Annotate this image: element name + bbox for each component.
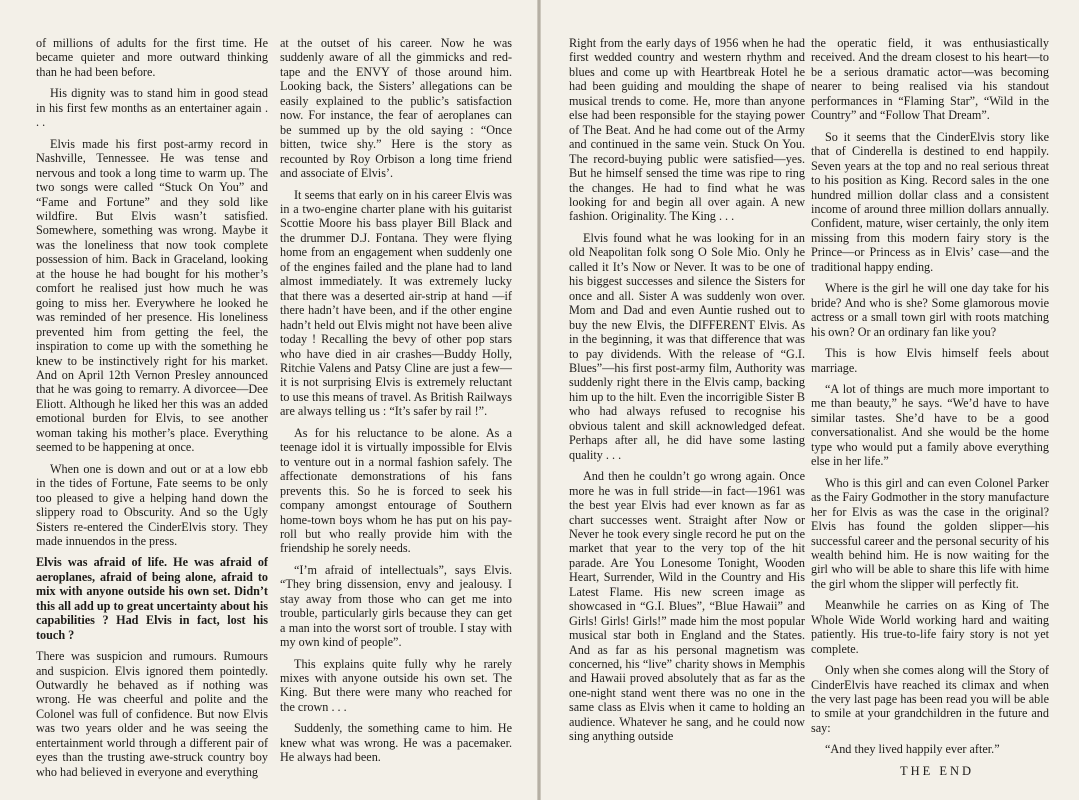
paragraph: His dignity was to stand him in good stead in his first few months as an entertainer again . . . <box>36 86 268 130</box>
paragraph: This is how Elvis himself feels about marriage. <box>811 346 1049 375</box>
the-end-label: THE END <box>899 763 975 778</box>
left-page-column-2 <box>280 36 512 772</box>
paragraph: As for his reluctance to be alone. As a teenage idol it is virtually impossible for Elvis to venture out in a normal fashion safely. The affectionate demonstrations of his fans prevents this. So he is forced to seek his company amongst entourage of Southern home-town boys whom he has put on his pay-roll but who really provide him with the friendship he sorely needs. <box>280 425 512 556</box>
paragraph: “I’m afraid of intellectuals”, says Elvis. “They bring dissension, envy and jealousy. I stay away from those who can get me into trouble, particularly girls because they can get a man into the worst sort of trouble. I stay with my own kind of people”. <box>280 562 512 650</box>
paragraph: Who is this girl and can even Colonel Parker as the Fairy Godmother in the story manufacture her for Elvis as was the case in the original? Elvis has found the golden slipper—his successful career and the personal security of his wealth behind him. He is now waiting for the girl who will be able to share this life with hime the girl whom the slipper will perfectly fit. <box>811 475 1049 591</box>
paragraph: Suddenly, the something came to him. He knew what was wrong. He was a pacemaker. He always had been. <box>280 721 512 765</box>
left-page <box>0 0 537 800</box>
right-page-column-2 <box>811 36 1049 785</box>
bold-paragraph: Elvis was afraid of life. He was afraid of aeroplanes, afraid of being alone, afraid to mix with anyone outside his own set. Didn’t this all add up to great uncertainty about his capabilities ? Had Elvis in fact, lost his touch ? <box>36 555 268 642</box>
paragraph: Elvis found what he was looking for in an old Neapolitan folk song O Sole Mio. Only he called it It’s Now or Never. It was to be one of his biggest successes and silence the Sisters for once and all. Sister A was suddenly won over. Mom and Dad and even Auntie rushed out to buy the new Elvis, the DIFFERENT Elvis. As in the beginning, it was that difference that was to pay dividends. With the release of “G.I. Blues”—his first post-army film, Authority was suddenly right there in the Elvis camp, backing him up to the hilt. Even the incorrigible Sister B who had always refused to recognise his obvious talent and skill acknowledged defeat. Perhaps after all, he did have some lasting quality . . . <box>569 230 805 462</box>
paragraph: It seems that early on in his career Elvis was in a two-engine charter plane with his guitarist Scottie Moore his bass player Bill Black and the drummer D.J. Fontana. They were flying home from an engagement when suddenly one of the engines failed and the plane had to land almost immediately. It was extremely lucky that there was a deserted air-strip at hand —if there hadn’t have been, and if the other engine hadn’t held out Elvis might not have been alive today ! Recalling the bevy of other pop stars who have died in air crashes—Buddy Holly, Ritchie Valens and Patsy Cline are just a few—it is not surprising Elvis is extremely reluctant to use this means of travel. As British Railways are always telling us : “It’s safer by rail !”. <box>280 187 512 419</box>
paragraph: When one is down and out or at a low ebb in the tides of Fortune, Fate seems to be only too pleased to give a helping hand down the slippery road to Obscurity. And so the Ugly Sisters re-entered the CinderElvis story. They made innuendos in the press. <box>36 461 268 548</box>
paragraph: Elvis made his first post-army record in Nashville, Tennessee. He was tense and nervous and took a long time to warm up. The two songs were called “Stuck On You” and “Fame and Fortune” and they sold like wildfire. But Elvis wasn’t satisfied. Somewhere, something was wrong. Maybe it was the loneliness that now took complete possession of him. Back in Graceland, looking at the house he had bought for his mother’s comfort he realised just how much he was going to miss her. Everywhere he looked he was reminded of her presence. His loneliness prevented him from getting the feel, the inspiration to come up with the something he knew to be instinctively right for his market. And on April 12th Vernon Presley announced that he was going to remarry. A divorcee—Dee Eliott. Although he liked her this was an added emotional burden for Elvis, to see another woman taking his mother’s place. Everything seemed to be happening at once. <box>36 136 268 455</box>
paragraph: This explains quite fully why he rarely mixes with anyone outside his own set. The King. But there were many who reached for the crown . . . <box>280 656 512 714</box>
right-page <box>541 0 1079 800</box>
paragraph: And then he couldn’t go wrong again. Once more he was in full stride—in fact—1961 was the best year Elvis had ever known as far as chart successes went. Straight after Now or Never he took every single record he put on the market that year to the very top of the hit parade. Are You Lonesome Tonight, Wooden Heart, Surrender, Wild in the Country and His Latest Flame. His new screen image as showcased in “G.I. Blues”, “Blue Hawaii” and Girls! Girls! Girls!” made him the most popular musical star both in England and the States. And as far as his personal magnetism was concerned, his “live” charity shows in Memphis and Hawaii proved absolutely that as far as the one-night stand went there was no one in the same class as Elvis when it came to holding an audience. Whatever he sang, and he could now sing anything outside <box>569 469 805 744</box>
paragraph: Meanwhile he carries on as King of The Whole Wide World working hard and waiting patiently. His true-to-life fairy story is not yet complete. <box>811 598 1049 656</box>
paragraph: Right from the early days of 1956 when he had first wedded country and western rhythm and blues and come up with Heartbreak Hotel he had been guiding and moulding the shape of musical trends to come. He, more than anyone else had been responsible for the staying power of The Beat. And he had come out of the Army and continued in the same vein. Stuck On You. The record-buying public were satisfied—yes. But he himself sensed the time was ripe to ring the changes. He had to find what he was looking for and begin all over again. A new fashion. Originality. The King . . . <box>569 36 805 224</box>
paragraph: There was suspicion and rumours. Rumours and suspicion. Elvis ignored them pointedly. Outwardly he behaved as if nothing was wrong. He was cheerful and polite and the Colonel was full of confidence. But now Elvis was two years older and he was seeing the entertainment world through a different pair of eyes than the trusting awe-struck country boy who had believed in everyone and everything <box>36 649 268 779</box>
paragraph: the operatic field, it was enthusiastically received. And the dream closest to his heart—to be a serious dramatic actor—was becoming nearer to being realised via his standout performances in “Flaming Star”, “Wild in the Country” and “Follow That Dream”. <box>811 36 1049 123</box>
paragraph: Where is the girl he will one day take for his bride? And who is she? Some glamorous movie actress or a small town girl with roots matching his own? Or an ordinary fan like you? <box>811 281 1049 339</box>
paragraph: So it seems that the CinderElvis story like that of Cinderella is destined to end happily. Seven years at the top and no real serious threat to his position as King. Record sales in the one hundred million dollar class and a consistent income of around three million dollars annually. Confident, mature, wiser certainly, the only item missing from this modern fairy story is the Prince—or Princess as in Elvis’ case—and the traditional happy ending. <box>811 129 1049 274</box>
paragraph: “A lot of things are much more important to me than beauty,” he says. “We’d have to have similar tastes. She’d have to be a good conversationalist. And she would be the home type who would put a family above everything else in her life.” <box>811 381 1049 469</box>
left-page-column-1 <box>36 36 268 786</box>
paragraph: of millions of adults for the first time. He became quieter and more outward thinking than he had been before. <box>36 36 268 79</box>
paragraph: at the outset of his career. Now he was suddenly aware of all the gimmicks and red-tape and the ENVY of those around him. Looking back, the Sisters’ allegations can be easily explained to the public’s satisfaction now. For instance, the fear of aeroplanes can be summed up by the old saying : “Once bitten, twice shy.” Here is the story as recounted by Roy Orbison a long time friend and associate of Elvis’. <box>280 36 512 181</box>
right-page-column-1 <box>569 36 805 751</box>
paragraph: Only when she comes along will the Story of CinderElvis have reached its climax and when the very last page has been read you will be able to smile at your grandchildren in the future and say: <box>811 663 1049 735</box>
paragraph: “And they lived happily ever after.” <box>825 742 1000 757</box>
